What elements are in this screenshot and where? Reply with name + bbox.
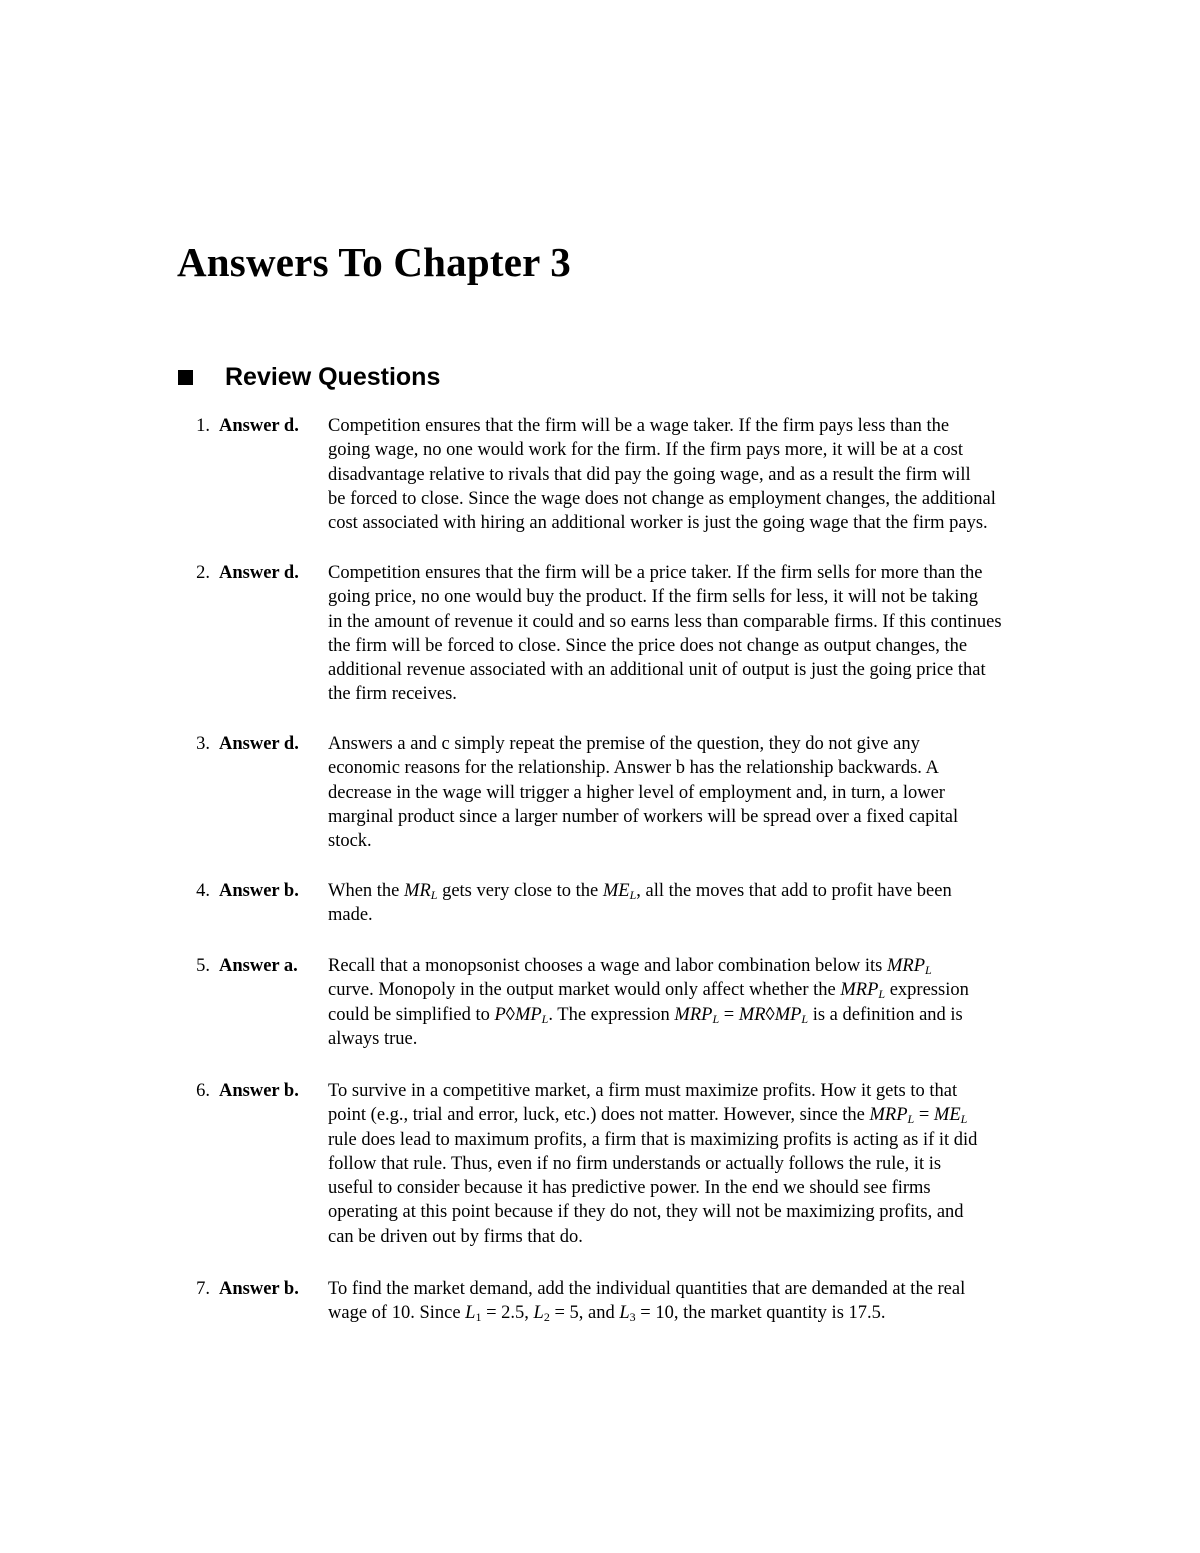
answer-line: Competition ensures that the firm will be a wage taker. If the firm pays less than the (328, 416, 950, 436)
answer-line: follow that rule. Thus, even if no firm understands or actually follows the rule, it is (328, 1153, 942, 1174)
answer-line: marginal product since a larger number of workers will be spread over a fixed capital (328, 806, 959, 827)
answer-line: be forced to close. Since the wage does not change as employment changes, the additional (328, 488, 996, 509)
answer-line: cost associated with hiring an additional worker is just the going wage that the firm pays. (328, 513, 988, 534)
item-number: 2. (196, 563, 210, 583)
answer-line: the firm receives. (328, 684, 457, 705)
answer-text (328, 1277, 1118, 1326)
answer-line: decrease in the wage will trigger a higher level of employment and, in turn, a lower (328, 782, 945, 803)
answer-line: wage of 10. Since $L_1 = 2.5$, $L_2 = 5$, and $L_3 = 10$, the market quantity is 17.5. (328, 1303, 886, 1325)
square-bullet-icon (178, 370, 193, 385)
answer-line: disadvantage relative to rivals that did pay the going wage, and as a result the firm will (328, 464, 971, 485)
answer-line: the firm will be forced to close. Since the price does not change as output changes, the (328, 635, 968, 656)
answer-text (328, 732, 1118, 853)
answer-line: To find the market demand, add the individual quantities that are demanded at the real (328, 1279, 966, 1299)
answer-line: Answers a and c simply repeat the premise of the question, they do not give any (328, 734, 920, 754)
answer-line: useful to consider because it has predictive power. In the end we should see firms (328, 1178, 931, 1199)
answer-label: Answer d. (219, 416, 299, 436)
answer-line: going wage, no one would work for the firm. If the firm pays more, it will be at a cost (328, 440, 964, 461)
answer-line: in the amount of revenue it could and so earns less than comparable firms. If this continues (328, 611, 1002, 632)
answer-line: could be simplified to $P◊MP_L$. The expression $MRP_L$ = $MR◊MP_L$ is a definition and is (328, 1004, 963, 1026)
answer-line: stock. (328, 831, 372, 852)
answer-label: Answer b. (219, 1279, 299, 1299)
section-heading-text: Review Questions (225, 363, 441, 391)
answer-line: Competition ensures that the firm will be a price taker. If the firm sells for more than the (328, 563, 983, 583)
answer-line: going price, no one would buy the product. If the firm sells for less, it will not be taking (328, 587, 978, 608)
answer-text (328, 1079, 1118, 1249)
answer-text (328, 561, 1118, 707)
answer-label: Answer b. (219, 881, 299, 901)
item-number: 4. (196, 881, 210, 901)
item-number: 6. (196, 1081, 210, 1101)
item-number: 1. (196, 416, 210, 436)
answer-label: Answer a. (219, 956, 298, 976)
answer-line: always true. (328, 1028, 418, 1049)
answer-label: Answer b. (219, 1081, 299, 1101)
answer-line: additional revenue associated with an additional unit of output is just the going price that (328, 660, 986, 681)
answer-line: can be driven out by firms that do. (328, 1226, 583, 1247)
answer-text (328, 954, 1118, 1051)
answer-line: rule does lead to maximum profits, a firm that is maximizing profits is acting as if it did (328, 1129, 978, 1150)
answer-label: Answer d. (219, 563, 299, 583)
answer-label: Answer d. (219, 734, 299, 754)
answer-text (328, 879, 1118, 928)
answer-line: point (e.g., trial and error, luck, etc.) does not matter. However, since the $MRP_L = ME_L$ (328, 1105, 968, 1127)
item-number: 5. (196, 956, 210, 976)
page-title: Answers To Chapter 3 (177, 239, 571, 285)
answer-line: Recall that a monopsonist chooses a wage and labor combination below its $MRP_L$ (328, 956, 932, 977)
answer-line: To survive in a competitive market, a firm must maximize profits. How it gets to that (328, 1081, 958, 1101)
answer-line: economic reasons for the relationship. Answer b has the relationship backwards. A (328, 758, 939, 779)
answer-line: made. (328, 905, 373, 926)
section-heading (178, 363, 440, 392)
answer-line: curve. Monopoly in the output market would only affect whether the $MRP_L$ expression (328, 980, 969, 1002)
item-number: 7. (196, 1279, 210, 1299)
answer-line: operating at this point because if they do not, they will not be maximizing profits, and (328, 1202, 964, 1223)
item-number: 3. (196, 734, 210, 754)
answer-line: When the $MR_L$ gets very close to the $ME_L$, all the moves that add to profit have been (328, 881, 952, 902)
answer-text (328, 414, 1118, 535)
